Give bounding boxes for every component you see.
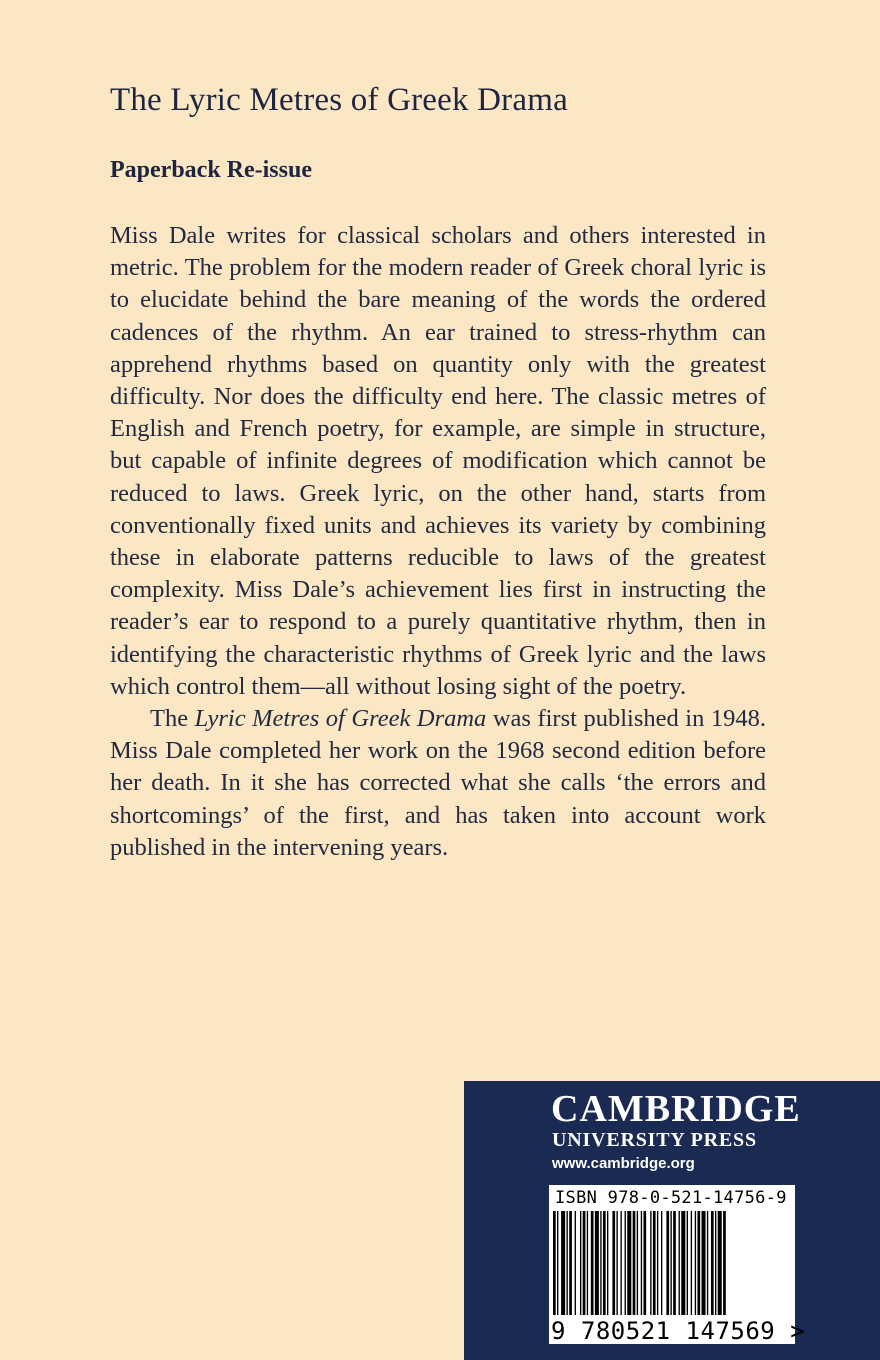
blurb-paragraph-2-rest: was first published in 1948. Miss Dale completed her work on the 1968 second edition before her death. In it she has corrected what she calls ‘the errors and shortcomings’ of the first, and has taken into account work published in the intervening years. bbox=[110, 705, 766, 861]
barcode-bar bbox=[691, 1211, 692, 1315]
barcode-bar bbox=[607, 1211, 608, 1315]
barcode-bar bbox=[673, 1211, 676, 1315]
barcode-bar bbox=[681, 1211, 685, 1315]
barcode-bar bbox=[600, 1211, 601, 1315]
blurb-book-title-italic: Lyric Metres of Greek Drama bbox=[194, 705, 487, 733]
barcode-bar bbox=[643, 1211, 646, 1315]
barcode-bar bbox=[711, 1211, 714, 1315]
barcode-bar bbox=[641, 1211, 642, 1315]
barcode-bars bbox=[553, 1211, 791, 1315]
barcode-bar bbox=[697, 1211, 700, 1315]
barcode-bar bbox=[567, 1211, 568, 1315]
publisher-name: CAMBRIDGE bbox=[551, 1088, 801, 1130]
barcode-bar bbox=[553, 1211, 556, 1315]
barcode-bar bbox=[616, 1211, 617, 1315]
book-title: The Lyric Metres of Greek Drama bbox=[110, 82, 568, 118]
barcode-digits: 9 780521 147569 > bbox=[551, 1317, 806, 1345]
barcode-bar bbox=[653, 1211, 656, 1315]
barcode-bar bbox=[661, 1211, 662, 1315]
barcode-bar bbox=[633, 1211, 636, 1315]
blurb-paragraph-2 bbox=[110, 703, 766, 864]
barcode-bar bbox=[569, 1211, 572, 1315]
blurb-paragraph-1: Miss Dale writes for classical scholars and others interested in metric. The problem for the modern reader of Greek choral lyric is to elucidate behind the bare meaning of the words the ordered cadences of the rhythm. An ear trained to stress-rhythm can apprehend rhythms based on quantity only with the greatest difficulty. Nor does the difficulty end here. The classic metres of English and French poetry, for example, are simple in structure, but capable of infinite degrees of modification which cannot be reduced to laws. Greek lyric, on the other hand, starts from conventionally fixed units and achieves its variety by combining these in elaborate patterns reducible to laws of the greatest complexity. Miss Dale’s achievement lies first in instructing the reader’s ear to respond to a purely quantitative rhythm, then in identifying the characteristic rhythms of Greek lyric and the laws which control them—all without losing sight of the poetry. bbox=[110, 222, 766, 700]
barcode-bar bbox=[707, 1211, 708, 1315]
blurb-paragraph-2-prefix: The bbox=[150, 705, 195, 733]
barcode-bar bbox=[587, 1211, 588, 1315]
barcode-bar bbox=[723, 1211, 726, 1315]
barcode-bar bbox=[625, 1211, 626, 1315]
barcode-bar bbox=[580, 1211, 581, 1315]
publisher-subname: UNIVERSITY PRESS bbox=[552, 1129, 757, 1151]
barcode-bar bbox=[595, 1211, 599, 1315]
barcode-bar bbox=[603, 1211, 606, 1315]
barcode-bar bbox=[715, 1211, 716, 1315]
barcode-bar bbox=[666, 1211, 669, 1315]
barcode-bar bbox=[637, 1211, 638, 1315]
barcode-bar bbox=[679, 1211, 680, 1315]
barcode-bar bbox=[591, 1211, 594, 1315]
barcode-bar bbox=[621, 1211, 622, 1315]
edition-label: Paperback Re-issue bbox=[110, 157, 312, 183]
publisher-panel bbox=[464, 1081, 880, 1360]
barcode-bar bbox=[657, 1211, 658, 1315]
barcode-bar bbox=[695, 1211, 696, 1315]
isbn-label: ISBN 978-0-521-14756-9 bbox=[555, 1188, 787, 1208]
publisher-url: www.cambridge.org bbox=[552, 1155, 695, 1172]
blurb bbox=[110, 220, 766, 864]
barcode-bar bbox=[718, 1211, 722, 1315]
barcode-bar bbox=[561, 1211, 565, 1315]
barcode-bar bbox=[583, 1211, 586, 1315]
barcode-bar bbox=[670, 1211, 671, 1315]
barcode-bar bbox=[612, 1211, 615, 1315]
barcode-bar bbox=[687, 1211, 688, 1315]
barcode-bar bbox=[627, 1211, 631, 1315]
barcode bbox=[549, 1185, 806, 1345]
barcode-bar bbox=[702, 1211, 706, 1315]
barcode-bar bbox=[650, 1211, 651, 1315]
barcode-bar bbox=[557, 1211, 558, 1315]
barcode-bar bbox=[575, 1211, 576, 1315]
